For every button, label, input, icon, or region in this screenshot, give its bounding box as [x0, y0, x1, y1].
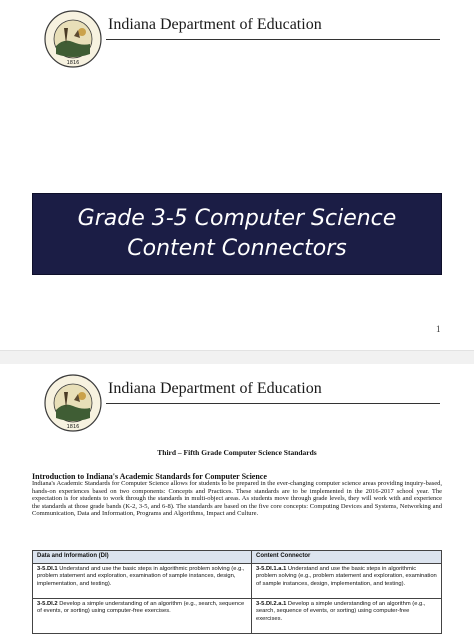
connector-text: Understand and use the basic steps in algorithmic problem solving (e.g., problem statement and exploration, examination of sample instances, design, implementation, and testing). — [256, 566, 437, 587]
table-row — [33, 564, 442, 599]
connector-text: Develop a simple understanding of an algorithm (e.g., search, sequence of events, or sorting) using computer-free exercises. — [256, 601, 426, 622]
column-header-data-and-information: Data and Information (DI) — [33, 551, 252, 564]
standard-cell — [33, 599, 252, 634]
standard-text: Understand and use the basic steps in algorithmic problem solving (e.g., problem statement and exploration, examination of sample instances, design, implementation, and testing). — [37, 566, 245, 587]
connector-cell — [252, 564, 442, 599]
intro-paragraph: Indiana's Academic Standards for Computer Science allows for students to be prepared in the ever-changing computer science areas providing inquiry-based, hands-on experiences based on two components: Concepts and Practices. These standards are to be implemented in the 2016-2017 school year. The expectation is for students to work through the standards in multi-object areas. As students move through grade levels, they will work with and experience the standards at those grade bands (K-2, 3-5, and 6-8). The standards are based on the five core concepts: Computing Devices and Systems, Networking and Communication, Data and Information, Programs and Algorithms, Impact and Culture. — [32, 480, 442, 518]
standards-page — [0, 364, 474, 632]
department-name: Indiana Department of Education — [108, 380, 322, 397]
standard-text: Develop a simple understanding of an algorithm (e.g., search, sequence of events, or sorting) using computer-free exercises. — [37, 601, 245, 615]
cover-title-line-1: Grade 3-5 Computer Science — [77, 206, 397, 231]
connector-cell — [252, 599, 442, 634]
svg-text:1816: 1816 — [66, 60, 80, 66]
column-header-content-connector: Content Connector — [252, 551, 442, 564]
header-divider — [106, 39, 440, 40]
document-title: Third – Fifth Grade Computer Science Standards — [157, 448, 317, 457]
standards-table — [32, 550, 442, 634]
page-header — [44, 374, 440, 438]
cover-title-banner — [32, 193, 442, 275]
table-header-row — [33, 551, 442, 564]
page-header — [44, 10, 440, 74]
page-number: 1 — [436, 324, 441, 334]
department-name: Indiana Department of Education — [108, 16, 322, 33]
section-heading: Introduction to Indiana's Academic Standards for Computer Science — [32, 472, 267, 481]
state-seal-icon — [44, 374, 102, 432]
table-row — [33, 599, 442, 634]
standard-code: 3-5.DI.2 — [37, 601, 58, 607]
connector-code: 3-5.DI.2.a.1 — [256, 601, 287, 607]
cover-title-line-2: Content Connectors — [127, 236, 347, 261]
svg-text:1816: 1816 — [66, 424, 80, 430]
standard-code: 3-5.DI.1 — [37, 566, 58, 572]
header-divider — [106, 403, 440, 404]
connector-code: 3-5.DI.1.a.1 — [256, 566, 287, 572]
standard-cell — [33, 564, 252, 599]
state-seal-icon — [44, 10, 102, 68]
